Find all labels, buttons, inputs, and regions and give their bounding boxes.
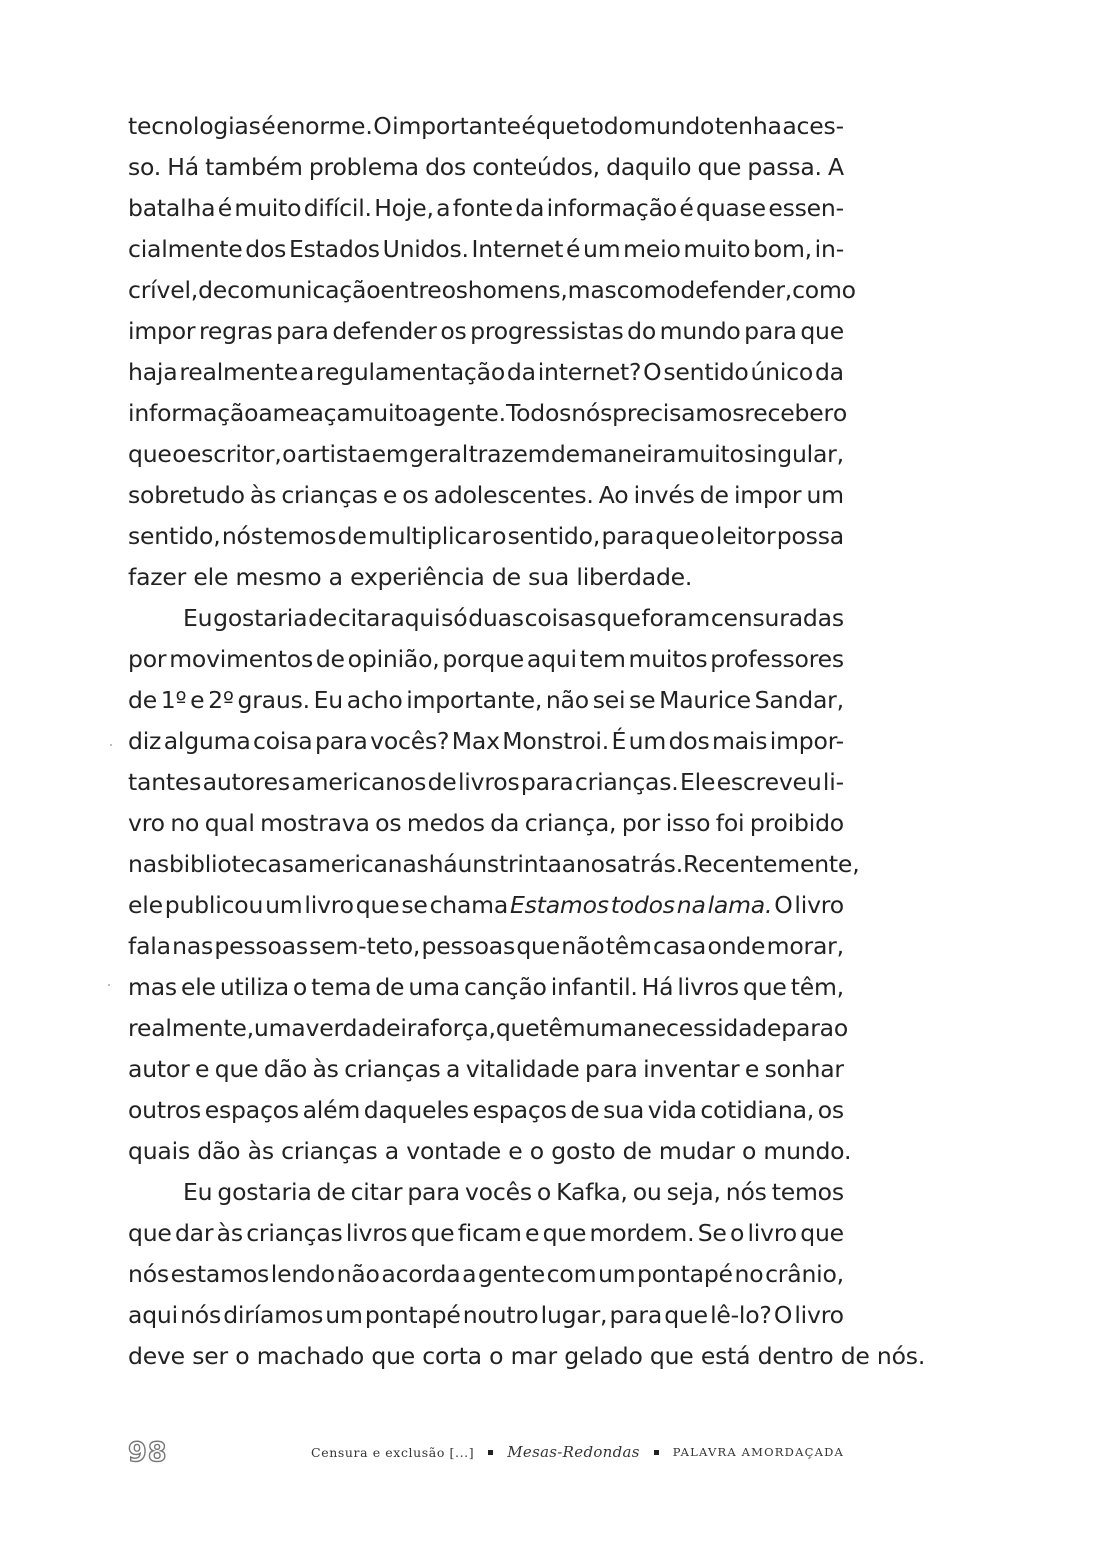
scan-speck [108, 984, 110, 986]
text-line: aqui nós diríamos um pontapé noutro lugar, para que lê-lo? O livro [128, 1301, 844, 1329]
text-line: realmente, uma verdadeira força, que têm uma necessidade para o [128, 1014, 849, 1042]
text-line: autor e que dão às crianças a vitalidade para inventar e sonhar [128, 1055, 844, 1083]
text-line: sentido, nós temos de multiplicar o sentido, para que o leitor possa [128, 522, 844, 550]
text-line: de 1º e 2º graus. Eu acho importante, não sei se Maurice Sandar, [128, 686, 844, 714]
text-line: informação ameaça muito a gente. Todos nós precisamos receber o [128, 399, 848, 427]
text-line: deve ser o machado que corta o mar gelado que está dentro de nós. [128, 1342, 926, 1370]
bullet-separator-2 [654, 1450, 659, 1455]
body-text [128, 106, 926, 1377]
book-title: PALAVRA AMORDAÇADA [672, 1445, 844, 1459]
text-line: Eu gostaria de citar aqui só duas coisas que foram censuradas [183, 604, 844, 632]
bullet-separator-1 [488, 1450, 493, 1455]
page-footer [128, 1432, 844, 1472]
text-line: outros espaços além daqueles espaços de sua vida cotidiana, os [128, 1096, 844, 1124]
running-head [311, 1443, 844, 1461]
text-line: Eu gostaria de citar para vocês o Kafka, ou seja, nós temos [183, 1178, 844, 1206]
text-line: impor regras para defender os progressistas do mundo para que [128, 317, 844, 345]
text-line: nós estamos lendo não acorda a gente com um pontapé no crânio, [128, 1260, 844, 1288]
text-line: so. Há também problema dos conteúdos, daquilo que passa. A [128, 153, 844, 181]
text-line: por movimentos de opinião, porque aqui tem muitos professores [128, 645, 844, 673]
text-line: tantes autores americanos de livros para crianças. Ele escreveu li- [128, 768, 844, 796]
text-line: haja realmente a regulamentação da internet? O sentido único da [128, 358, 844, 386]
text-line: que o escritor, o artista em geral trazem de maneira muito singular, [128, 440, 844, 468]
text-line: ele publicou um livro que se chama Estamos todos na lama. O livro [128, 891, 844, 919]
section-title: Censura e exclusão [...] [311, 1444, 475, 1460]
text-line: fala nas pessoas sem-teto, pessoas que não têm casa onde morar, [128, 932, 844, 960]
text-line: mas ele utiliza o tema de uma canção infantil. Há livros que têm, [128, 973, 844, 1001]
text-line: sobretudo às crianças e os adolescentes. Ao invés de impor um [128, 481, 844, 509]
series-title: Mesas-Redondas [507, 1443, 640, 1461]
text-line: diz alguma coisa para vocês? Max Monstroi. É um dos mais impor- [128, 727, 844, 755]
scan-speck [110, 744, 112, 746]
text-line: crível, de comunicação entre os homens, mas como defender, como [128, 276, 856, 304]
text-line: vro no qual mostrava os medos da criança, por isso foi proibido [128, 809, 844, 837]
text-line: nas bibliotecas americanas há uns trinta anos atrás. Recentemente, [128, 850, 860, 878]
text-line: que dar às crianças livros que ficam e que mordem. Se o livro que [128, 1219, 844, 1247]
text-line: fazer ele mesmo a experiência de sua liberdade. [128, 563, 693, 591]
text-line: batalha é muito difícil. Hoje, a fonte da informação é quase essen- [128, 194, 844, 222]
text-line: cialmente dos Estados Unidos. Internet é um meio muito bom, in- [128, 235, 844, 263]
text-line: tecnologias é enorme. O importante é que todo mundo tenha aces- [128, 112, 844, 140]
page-number: 98 [128, 1436, 168, 1468]
text-line: quais dão às crianças a vontade e o gosto de mudar o mundo. [128, 1137, 852, 1165]
